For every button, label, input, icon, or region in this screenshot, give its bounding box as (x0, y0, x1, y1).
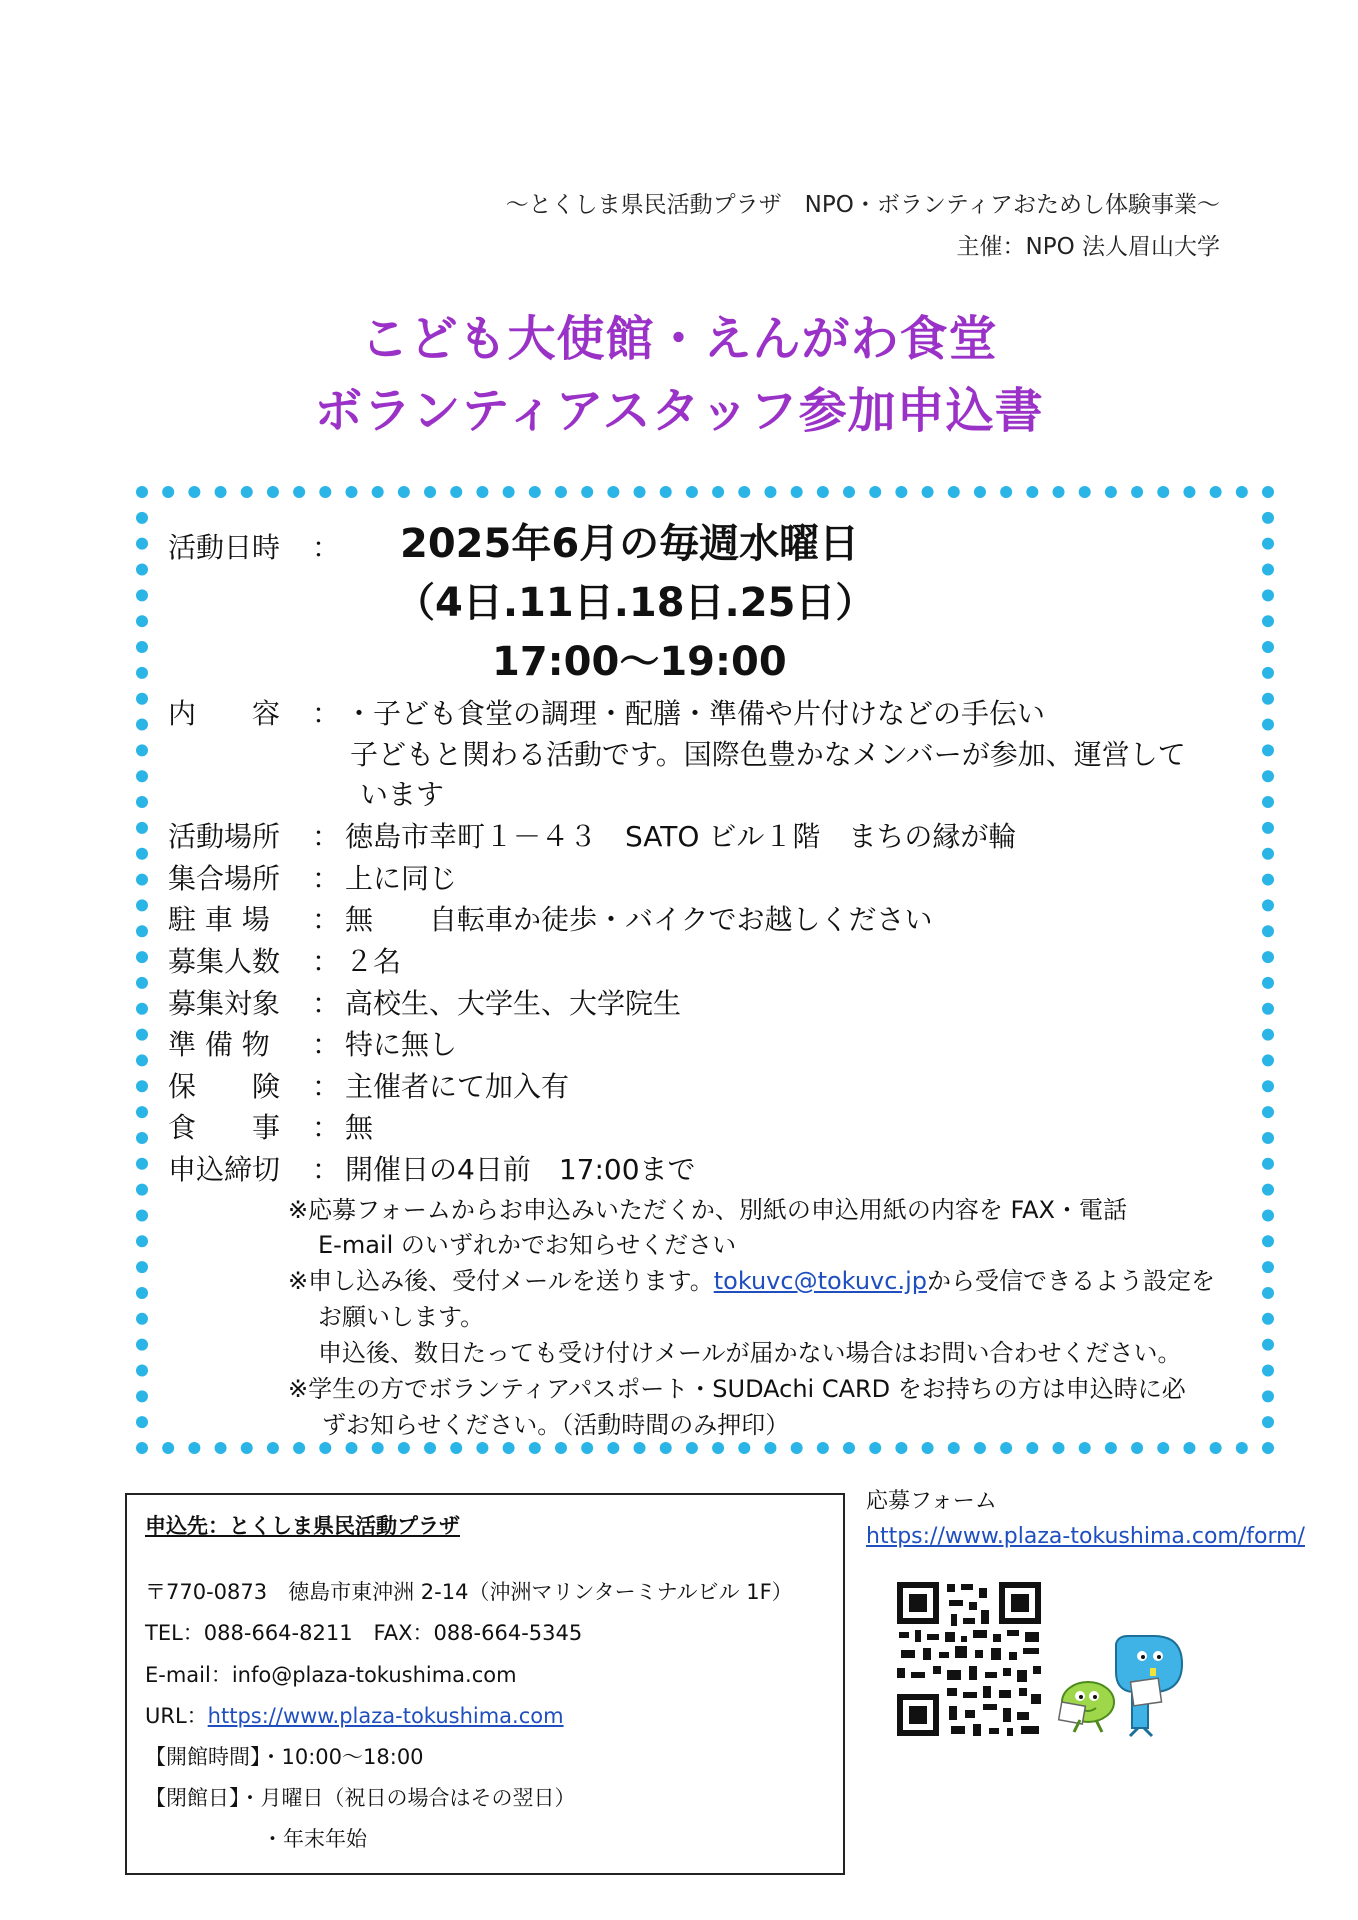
contact-url-row (145, 1700, 564, 1730)
meal-value: 無 (345, 1111, 374, 1144)
place-value: 徳島市幸町１－４３ SATO ビル１階 まちの縁が輪 (345, 820, 1017, 853)
note-no-mail-inquiry: 申込後、数日たっても受け付けメールが届かない場合はお問い合わせください。 (318, 1339, 1182, 1367)
items-value: 特に無し (345, 1028, 458, 1061)
contact-email-link[interactable]: tokuvc@tokuvc.jp (713, 1267, 927, 1295)
deadline-label: 申込締切 (168, 1153, 281, 1186)
content-line1: ・子ども食堂の調理・配膳・準備や片付けなどの手伝い (345, 697, 1046, 730)
note-confirmation-post: から受信できるよう設定を (926, 1267, 1215, 1295)
place-colon: ： (312, 820, 341, 853)
parking-label: 駐 車 場 (168, 903, 270, 936)
meal-label: 食 事 (168, 1111, 281, 1144)
opening-hours: 【開館時間】・10:00～18:00 (145, 1745, 424, 1769)
insurance-label: 保 険 (168, 1070, 281, 1103)
contact-url-link[interactable]: https://www.plaza-tokushima.com (207, 1704, 564, 1728)
date-value-days: （4日.11日.18日.25日） (395, 580, 876, 626)
contact-box (125, 1493, 845, 1875)
items-label: 準 備 物 (168, 1028, 270, 1061)
closed-days: 【閉館日】・月曜日（祝日の場合はその翌日） (145, 1786, 576, 1810)
target-value: 高校生、大学生、大学院生 (345, 987, 682, 1020)
contact-url-label: URL： (145, 1704, 208, 1728)
deadline-value: 開催日の4日前 17:00まで (345, 1153, 696, 1186)
form-url-link[interactable]: https://www.plaza-tokushima.com/form/ (866, 1524, 1305, 1549)
capacity-colon: ： (312, 945, 341, 978)
contact-title: 申込先：とくしま県民活動プラザ (145, 1514, 460, 1538)
capacity-value: ２名 (345, 945, 402, 978)
date-label: 活動日時 (168, 531, 281, 564)
note-student-passport: ※学生の方でボランティアパスポート・SUDAchi CARD をお持ちの方は申込時に必 (288, 1375, 1186, 1403)
note-student-passport-cont: ずお知らせください。（活動時間のみ押印） (322, 1411, 790, 1439)
meeting-colon: ： (312, 862, 341, 895)
date-value-main: 2025年6月の毎週水曜日 (400, 521, 860, 567)
mascot-characters-icon (1058, 1632, 1198, 1742)
note-form-or-fax-cont: E-mail のいずれかでお知らせください (318, 1231, 737, 1259)
content-line2: 子どもと関わる活動です。国際色豊かなメンバーが参加、運営して (350, 738, 1186, 771)
place-label: 活動場所 (168, 820, 281, 853)
meeting-value: 上に同じ (345, 862, 458, 895)
date-colon: ： (312, 531, 341, 564)
note-confirmation-pre: ※申し込み後、受付メールを送ります。 (288, 1267, 714, 1295)
qr-code-icon[interactable] (895, 1580, 1043, 1738)
closed-days-year-end: ・年末年始 (262, 1827, 367, 1851)
contact-phone-fax: TEL：088-664-8211 FAX：088-664-5345 (145, 1621, 583, 1645)
parking-colon: ： (312, 903, 341, 936)
target-label: 募集対象 (168, 987, 281, 1020)
content-colon: ： (312, 697, 341, 730)
contact-email: E-mail：info@plaza-tokushima.com (145, 1663, 517, 1687)
insurance-value: 主催者にて加入有 (345, 1070, 570, 1103)
note-confirmation-cont: お願いします。 (318, 1303, 485, 1331)
meal-colon: ： (312, 1111, 341, 1144)
sponsor-line: 主催：NPO 法人眉山大学 (956, 234, 1220, 260)
capacity-label: 募集人数 (168, 945, 281, 978)
note-confirmation-mail (288, 1261, 1215, 1296)
time-value: 17:00～19:00 (492, 639, 787, 685)
organizer-subtitle: ～とくしま県民活動プラザ NPO・ボランティアおためし体験事業～ (505, 192, 1220, 218)
form-label: 応募フォーム (866, 1489, 997, 1514)
deadline-colon: ： (312, 1153, 341, 1186)
contact-address: 〒770-0873 徳島市東沖洲 2-14（沖洲マリンターミナルビル 1F） (145, 1580, 793, 1604)
content-label: 内 容 (168, 697, 281, 730)
items-colon: ： (312, 1028, 341, 1061)
content-line3: います (360, 778, 445, 811)
parking-value: 無 自転車か徒歩・バイクでお越しください (345, 903, 933, 936)
meeting-label: 集合場所 (168, 862, 281, 895)
page-title-line2: ボランティアスタッフ参加申込書 (314, 383, 1044, 439)
insurance-colon: ： (312, 1070, 341, 1103)
note-form-or-fax: ※応募フォームからお申込みいただくか、別紙の申込用紙の内容を FAX・電話 (288, 1196, 1127, 1224)
page-title-line1: こども大使館・えんがわ食堂 (360, 311, 998, 367)
target-colon: ： (312, 987, 341, 1020)
